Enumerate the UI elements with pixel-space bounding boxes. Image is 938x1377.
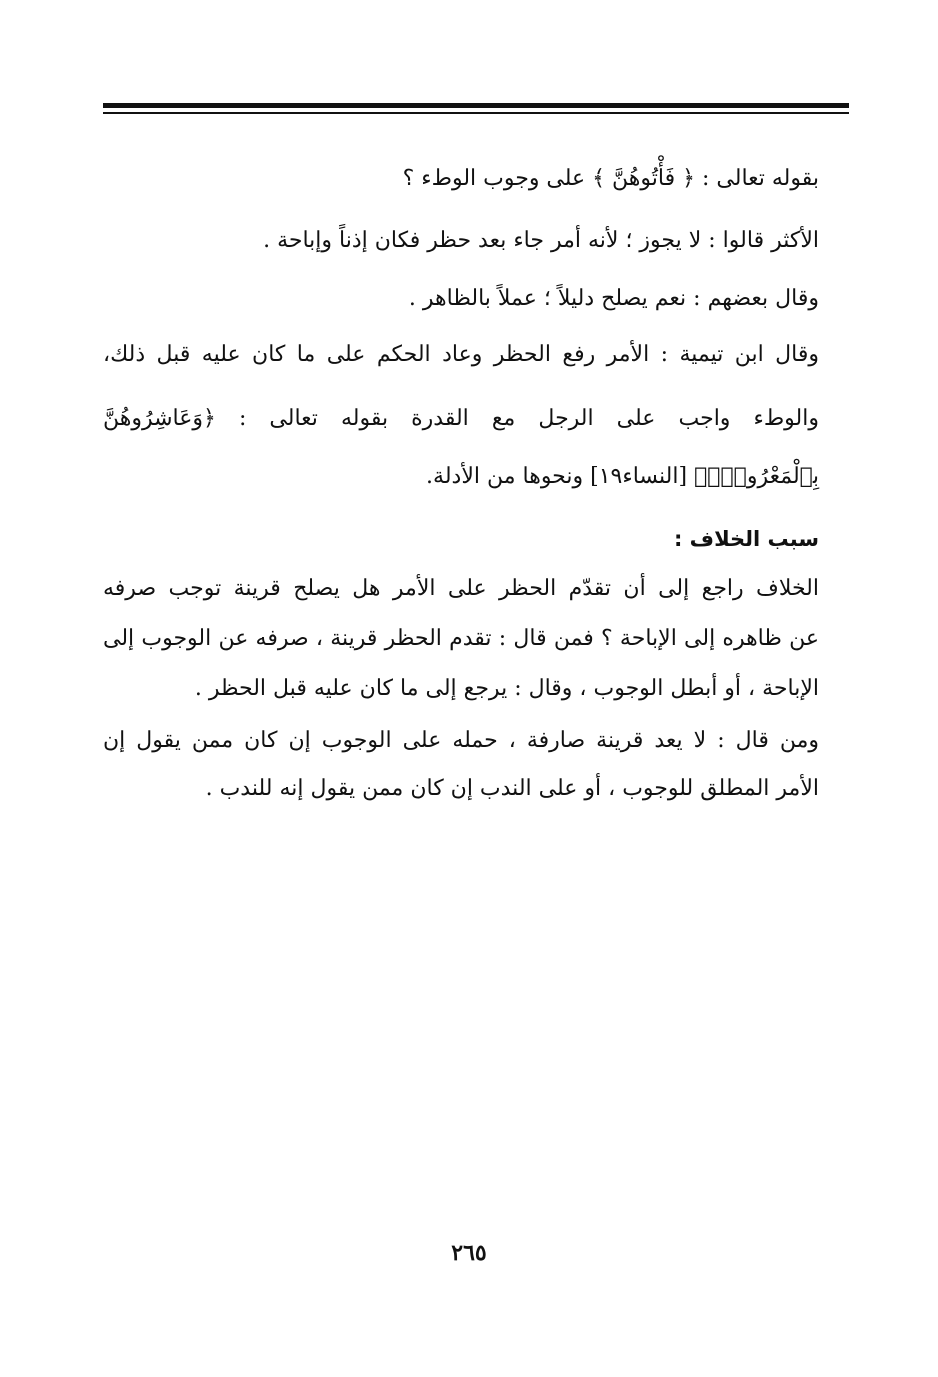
text-line: بقوله تعالى : ﴿ فَأْتُوهُنَّ ﴾ على وجوب الوطء ؟ xyxy=(402,166,819,191)
page-number: ٢٦٥ xyxy=(451,1240,487,1266)
header-rule-thick xyxy=(103,103,849,108)
paragraph-line: عن ظاهره إلى الإباحة ؟ فمن قال : تقدم الحظر قرينة ، صرفه عن الوجوب إلى xyxy=(103,626,819,651)
text-line: الأكثر قالوا : لا يجوز ؛ لأنه أمر جاء بعد حظر فكان إذناً وإباحة . xyxy=(263,228,819,253)
paragraph-line: الإباحة ، أو أبطل الوجوب ، وقال : يرجع إلى ما كان عليه قبل الحظر . xyxy=(194,676,819,701)
paragraph-line: الأمر المطلق للوجوب ، أو على الندب إن كان ممن يقول إنه للندب . xyxy=(205,776,819,801)
header-rule-thin xyxy=(103,112,849,114)
text-line: وقال ابن تيمية : الأمر رفع الحظر وعاد الحكم على ما كان عليه قبل ذلك، xyxy=(103,342,819,367)
text-line: وقال بعضهم : نعم يصلح دليلاً ؛ عملاً بالظاهر . xyxy=(408,286,819,311)
section-heading: سبب الخلاف : xyxy=(673,527,819,551)
paragraph-line: ومن قال : لا يعد قرينة صارفة ، حمله على الوجوب إن كان ممن يقول إن xyxy=(103,728,819,753)
paragraph-line: الخلاف راجع إلى أن تقدّم الحظر على الأمر هل يصلح قرينة توجب صرفه xyxy=(103,576,819,601)
text-line: بِٱلْمَعْرُوفِۚ﴾ [النساء١٩] ونحوها من الأدلة. xyxy=(426,464,819,489)
text-line: والوطء واجب على الرجل مع القدرة بقوله تعالى : ﴿وَعَاشِرُوهُنَّ xyxy=(103,406,819,431)
